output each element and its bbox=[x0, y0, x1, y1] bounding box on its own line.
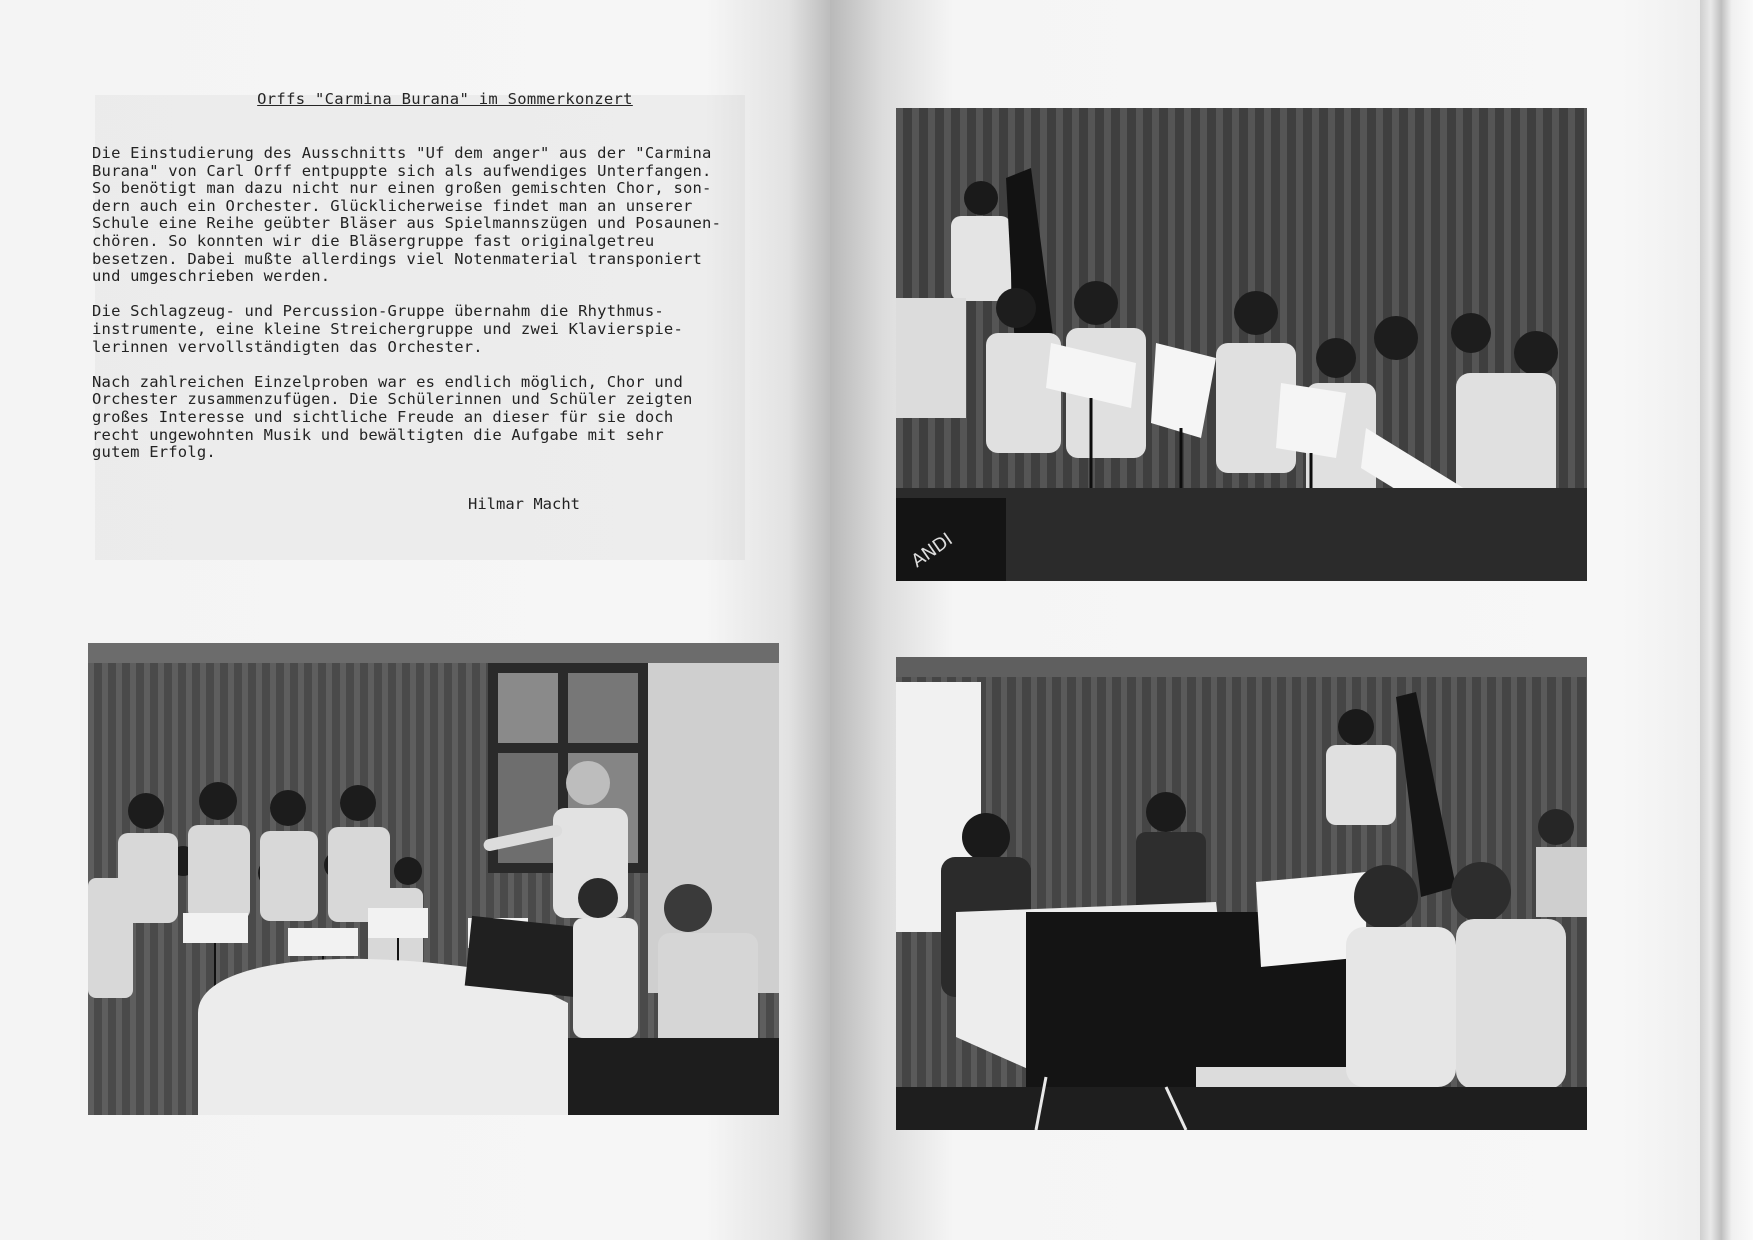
speaker-brand-label: ANDI bbox=[907, 529, 957, 573]
article-title: Orffs "Carmina Burana" im Sommerkonzert bbox=[257, 90, 633, 108]
photo-choir-rehearsal bbox=[88, 643, 779, 1115]
left-page bbox=[0, 0, 830, 1240]
article-body bbox=[92, 145, 812, 479]
photo-brass-section bbox=[896, 108, 1587, 581]
paragraph-1: Die Einstudierung des Ausschnitts "Uf dem anger" aus der "Carmina Burana" von Carl Orff entpuppte sich als aufwendiges Unterfangen. So benötigt man dazu nicht nur einen großen gemischten Chor, son- dern auch ein Orchester. Glücklicherweise findet man an unserer Schule eine Reihe geübter Bläser aus Spielmannszügen und Posaunen- chören. So konnten wir die Bläsergruppe fast originalgetreu besetzen. Dabei mußte allerdings viel Notenmaterial transponiert und umgeschrieben werden. bbox=[92, 144, 722, 286]
paragraph-3: Nach zahlreichen Einzelproben war es endlich möglich, Chor und Orchester zusammenzufügen. Die Schülerinnen und Schüler zeigten großes Interesse und sichtliche Freude an dieser für sie doch recht ungewohnten Musik und bewältigten die Aufgabe mit sehr gutem Erfolg. bbox=[92, 372, 693, 462]
paragraph-2: Die Schlagzeug- und Percussion-Gruppe übernahm die Rhythmus- instrumente, eine kleine Streichergruppe und zwei Klavierspie- lerinnen vervollständigten das Orchester. bbox=[92, 302, 683, 356]
page-edge bbox=[1700, 0, 1753, 1240]
article-author: Hilmar Macht bbox=[468, 495, 580, 513]
photo-piano-and-strings bbox=[896, 657, 1587, 1130]
